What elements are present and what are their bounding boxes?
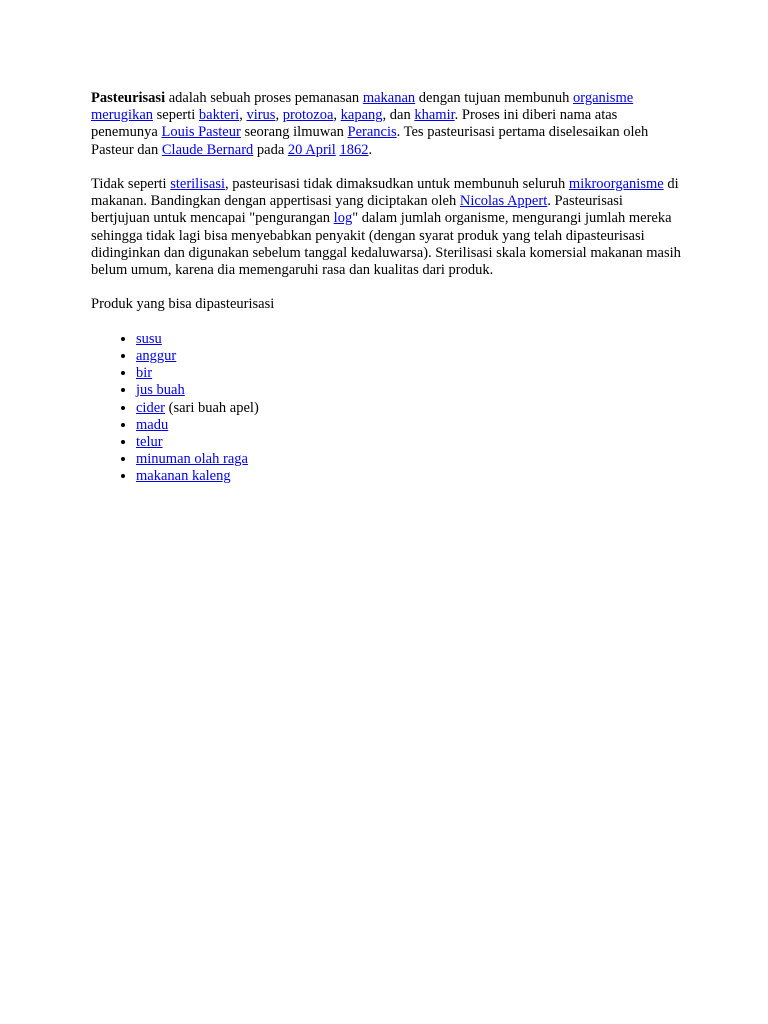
text-run: . Pasteurisasi bertjujuan untuk mencapai "pengurangan — [91, 193, 623, 227]
term-pasteurisasi: Pasteurisasi — [91, 90, 166, 106]
list-item — [136, 417, 681, 434]
link-bakteri[interactable]: bakteri — [198, 107, 240, 124]
link-claude-bernard[interactable]: Claude Bernard — [161, 141, 254, 158]
text-run: , dan — [382, 107, 415, 124]
link-nicolas-appert[interactable]: Nicolas Appert — [459, 193, 548, 210]
text-run: seperti — [153, 107, 199, 124]
link-product-jus-buah[interactable]: jus buah — [136, 382, 185, 399]
link-log[interactable]: log — [333, 210, 353, 227]
link-product-cider[interactable]: cider — [136, 399, 165, 416]
link-product-minuman-olah-raga[interactable]: minuman olah raga — [136, 451, 248, 468]
sterilisasi-paragraph — [91, 176, 681, 279]
text-run: seorang ilmuwan — [240, 124, 348, 141]
text-run: dengan tujuan membunuh — [415, 90, 574, 106]
products-list — [91, 331, 681, 486]
link-20-april[interactable]: 20 April — [287, 141, 336, 158]
list-item — [136, 382, 681, 399]
link-1862[interactable]: 1862 — [339, 141, 369, 158]
link-kapang[interactable]: kapang — [340, 107, 383, 124]
list-item — [136, 348, 681, 365]
text-run: , — [333, 107, 341, 124]
text-run: " dalam jumlah organisme, mengurangi jumlah mereka sehingga tidak lagi bisa menyebabkan penyakit (dengan syarat produk yang telah dipasteurisasi didinginkan dan digunakan sebelum tanggal kedaluwarsa). Sterilisasi skala komersial makanan masih belum umum, karena dia memengaruhi rasa dan kualitas dari produk. — [91, 210, 681, 279]
link-product-bir[interactable]: bir — [136, 365, 153, 382]
text-run: di makanan. Bandingkan dengan appertisasi yang diciptakan oleh — [91, 176, 679, 210]
list-item — [136, 451, 681, 468]
product-note: (sari buah apel) — [164, 399, 259, 416]
list-item — [136, 434, 681, 451]
link-louis-pasteur[interactable]: Louis Pasteur — [161, 124, 241, 141]
link-sterilisasi[interactable]: sterilisasi — [170, 176, 225, 192]
intro-paragraph — [91, 90, 681, 159]
text-run: Tidak seperti — [91, 176, 171, 192]
link-perancis[interactable]: Perancis — [347, 124, 397, 141]
text-run: . Proses ini diberi nama atas penemunya — [91, 107, 618, 141]
text-run: , pasteurisasi tidak dimaksudkan untuk membunuh seluruh — [225, 176, 569, 192]
text-run: , — [275, 107, 283, 124]
text-run: adalah sebuah proses pemanasan — [165, 90, 363, 106]
link-product-madu[interactable]: madu — [136, 416, 169, 433]
list-item — [136, 400, 681, 417]
text-run: . — [368, 141, 373, 158]
text-run: . Tes pasteurisasi pertama diselesaikan oleh Pasteur dan — [91, 124, 649, 158]
link-product-telur[interactable]: telur — [136, 434, 163, 451]
link-product-makanan-kaleng[interactable]: makanan kaleng — [136, 468, 231, 485]
link-product-anggur[interactable]: anggur — [136, 348, 177, 364]
link-protozoa[interactable]: protozoa — [282, 107, 334, 124]
list-item — [136, 365, 681, 382]
document-page — [91, 90, 681, 486]
products-heading: Produk yang bisa dipasteurisasi — [91, 296, 275, 313]
list-item — [136, 468, 681, 485]
list-item — [136, 331, 681, 348]
link-khamir[interactable]: khamir — [414, 107, 455, 124]
link-virus[interactable]: virus — [246, 107, 276, 124]
link-product-susu[interactable]: susu — [136, 330, 162, 347]
link-mikroorganisme[interactable]: mikroorganisme — [568, 176, 664, 192]
link-organisme-merugikan[interactable]: organisme merugikan — [91, 90, 634, 124]
text-run: , — [239, 107, 247, 124]
link-makanan[interactable]: makanan — [362, 90, 416, 106]
text-run: pada — [253, 141, 288, 158]
